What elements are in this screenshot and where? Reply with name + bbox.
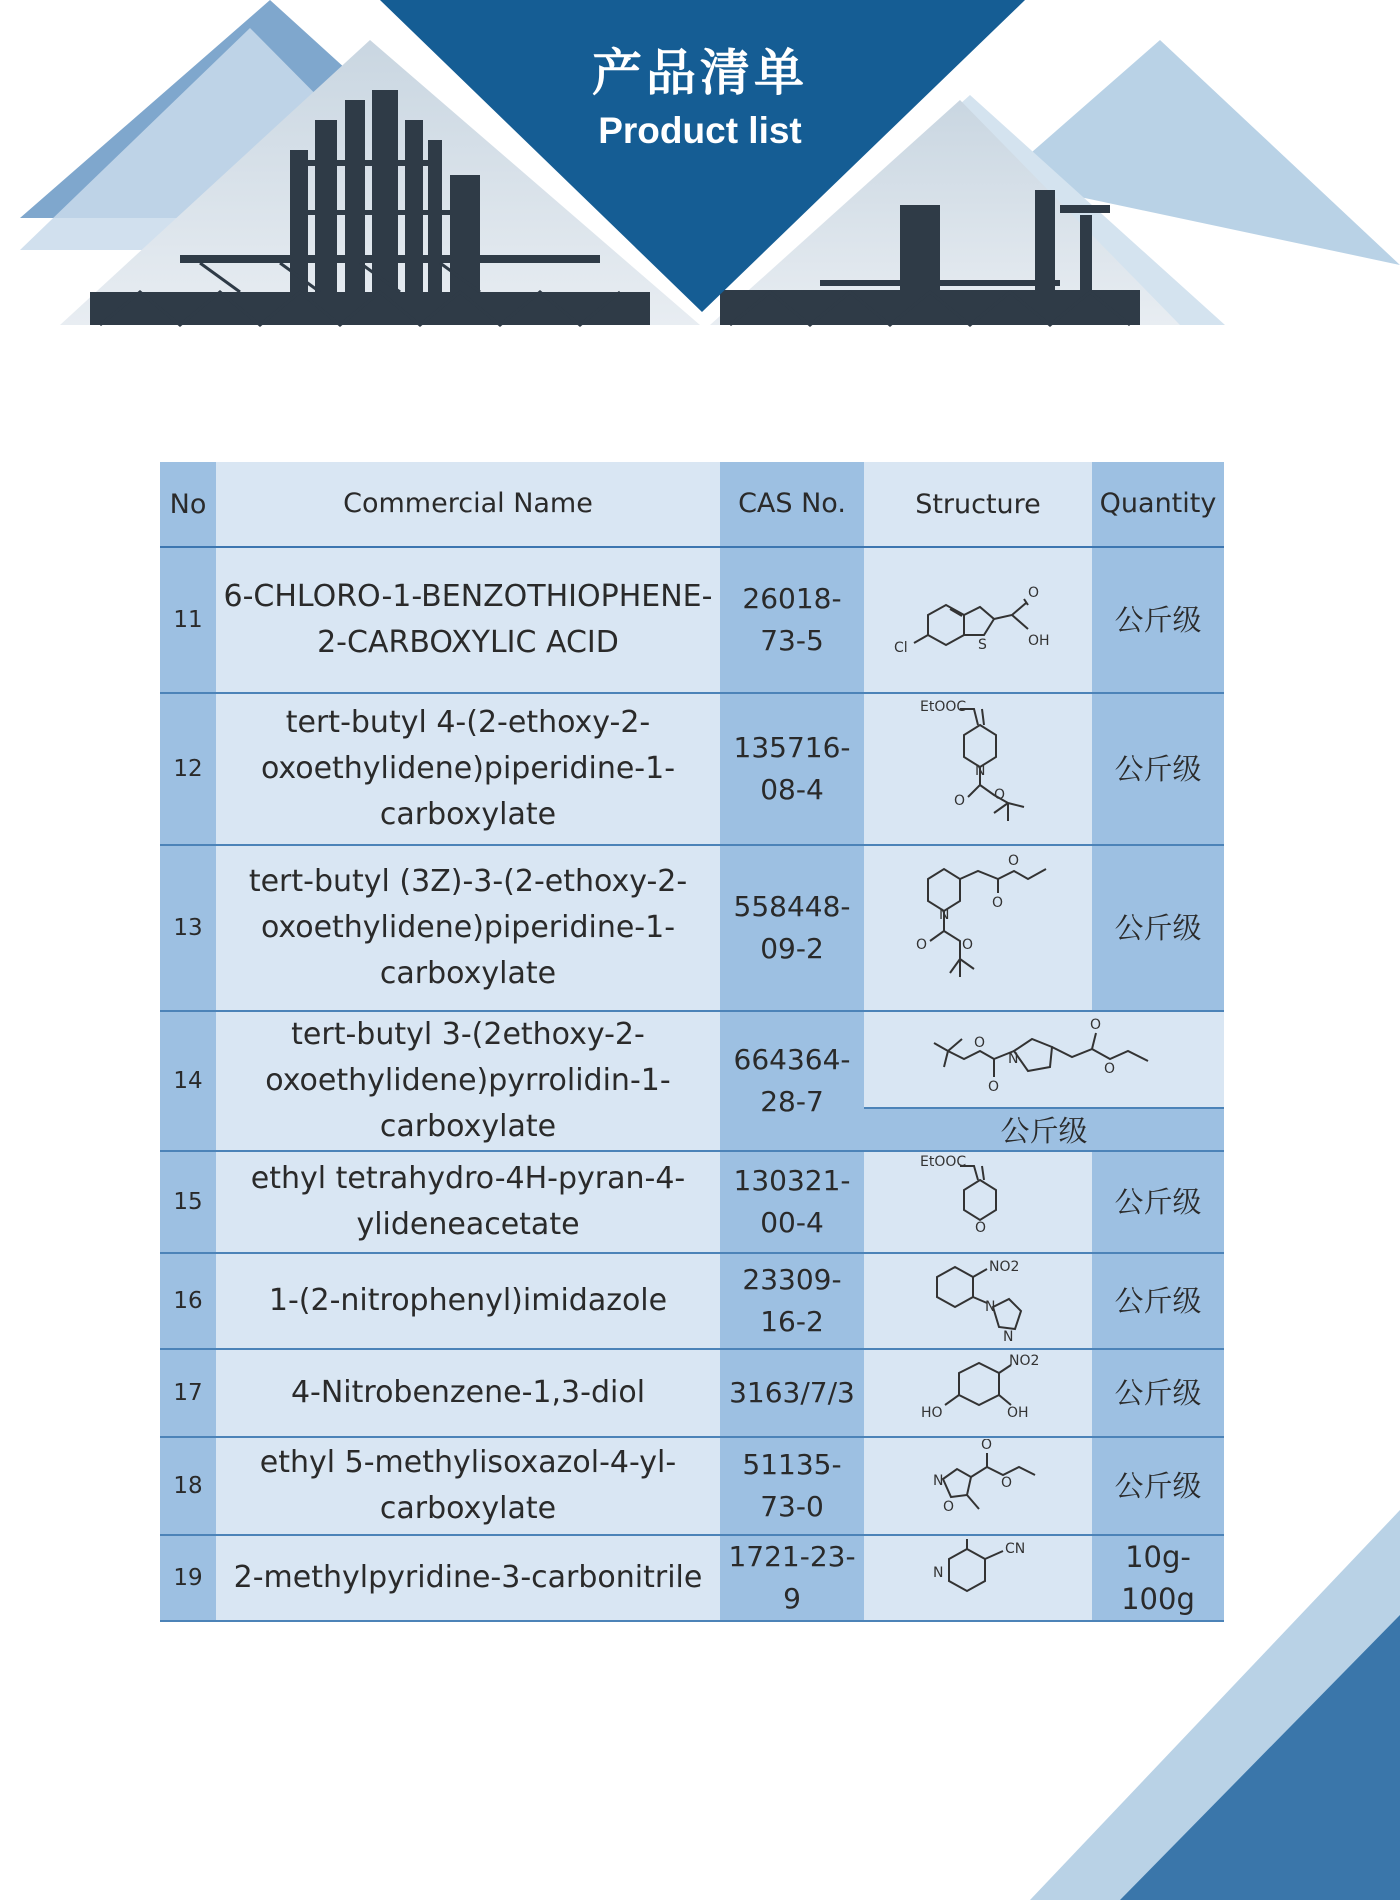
cas-number: 558448-09-2 bbox=[720, 845, 864, 1011]
svg-text:O: O bbox=[975, 1220, 987, 1236]
page-title-en: Product list bbox=[598, 110, 802, 151]
svg-text:O: O bbox=[974, 1035, 986, 1052]
cas-number: 135716-08-4 bbox=[720, 693, 864, 845]
title-block bbox=[520, 40, 880, 156]
svg-text:NO2: NO2 bbox=[989, 1259, 1020, 1275]
structure-diagram bbox=[903, 1439, 1053, 1533]
svg-text:O: O bbox=[954, 793, 966, 809]
svg-text:N: N bbox=[933, 1473, 944, 1489]
svg-text:N: N bbox=[933, 1565, 944, 1581]
quantity: 公斤级 bbox=[1092, 547, 1224, 693]
cas-number: 130321-00-4 bbox=[720, 1151, 864, 1253]
row-no: 14 bbox=[160, 1011, 216, 1151]
row-no: 16 bbox=[160, 1253, 216, 1349]
svg-text:N: N bbox=[1008, 1051, 1019, 1068]
structure-diagram bbox=[898, 695, 1058, 843]
row-no: 11 bbox=[160, 547, 216, 693]
quantity: 公斤级 bbox=[1092, 693, 1224, 845]
svg-text:O: O bbox=[994, 787, 1006, 803]
header-quantity: Quantity bbox=[1092, 462, 1224, 547]
svg-text:O: O bbox=[1008, 853, 1020, 869]
table-row bbox=[160, 845, 1224, 1011]
row-no: 18 bbox=[160, 1437, 216, 1535]
svg-text:CN: CN bbox=[1005, 1541, 1026, 1557]
svg-text:OH: OH bbox=[1007, 1405, 1029, 1421]
structure-diagram bbox=[898, 1152, 1058, 1252]
quantity: 公斤级 bbox=[1092, 845, 1224, 1011]
quantity: 公斤级 bbox=[1092, 1151, 1224, 1253]
cas-number: 51135-73-0 bbox=[720, 1437, 864, 1535]
structure-cell bbox=[864, 693, 1092, 845]
svg-text:NO2: NO2 bbox=[1009, 1353, 1040, 1369]
cas-number: 26018-73-5 bbox=[720, 547, 864, 693]
structure-diagram bbox=[888, 849, 1068, 1007]
cas-number: 664364-28-7 bbox=[720, 1011, 864, 1151]
svg-text:Cl: Cl bbox=[894, 640, 908, 656]
svg-text:O: O bbox=[1090, 1017, 1102, 1034]
header-cas-no: CAS No. bbox=[720, 462, 864, 547]
row-no: 17 bbox=[160, 1349, 216, 1437]
structure-cell bbox=[864, 1011, 1224, 1108]
commercial-name: 4-Nitrobenzene-1,3-diol bbox=[216, 1349, 720, 1437]
commercial-name: tert-butyl 3-(2ethoxy-2-oxoethylidene)pyrrolidin-1-carboxylate bbox=[216, 1011, 720, 1151]
commercial-name: 1-(2-nitrophenyl)imidazole bbox=[216, 1253, 720, 1349]
row-no: 19 bbox=[160, 1535, 216, 1621]
row-no: 13 bbox=[160, 845, 216, 1011]
table-row bbox=[160, 1151, 1224, 1253]
header-commercial-name: Commercial Name bbox=[216, 462, 720, 547]
svg-text:O: O bbox=[981, 1439, 993, 1453]
structure-cell bbox=[864, 1437, 1092, 1535]
svg-text:O: O bbox=[1028, 585, 1040, 601]
quantity: 10g-100g bbox=[1092, 1535, 1224, 1621]
table-row bbox=[160, 1535, 1224, 1621]
svg-text:O: O bbox=[988, 1079, 1000, 1096]
structure-cell bbox=[864, 1151, 1092, 1253]
svg-text:N: N bbox=[1003, 1329, 1014, 1345]
svg-text:O: O bbox=[1104, 1061, 1116, 1078]
cas-number: 3163/7/3 bbox=[720, 1349, 864, 1437]
table-row bbox=[160, 1253, 1224, 1349]
structure-cell bbox=[864, 1349, 1092, 1437]
svg-text:EtOOC: EtOOC bbox=[920, 1154, 967, 1170]
cas-number: 1721-23-9 bbox=[720, 1535, 864, 1621]
structure-diagram bbox=[903, 1537, 1053, 1619]
table-row bbox=[160, 693, 1224, 845]
table-row bbox=[160, 547, 1224, 693]
svg-text:EtOOC: EtOOC bbox=[920, 699, 967, 715]
structure-cell bbox=[864, 547, 1092, 693]
svg-text:N: N bbox=[985, 1299, 996, 1315]
structure-diagram bbox=[903, 1255, 1053, 1347]
cas-number: 23309-16-2 bbox=[720, 1253, 864, 1349]
structure-cell bbox=[864, 845, 1092, 1011]
header-no: No bbox=[160, 462, 216, 547]
header-structure: Structure bbox=[864, 462, 1092, 547]
commercial-name: 2-methylpyridine-3-carbonitrile bbox=[216, 1535, 720, 1621]
svg-text:O: O bbox=[992, 895, 1004, 911]
commercial-name: tert-butyl (3Z)-3-(2-ethoxy-2-oxoethylidene)piperidine-1-carboxylate bbox=[216, 845, 720, 1011]
svg-text:N: N bbox=[975, 763, 986, 779]
quantity: 公斤级 bbox=[1092, 1437, 1224, 1535]
commercial-name: 6-CHLORO-1-BENZOTHIOPHENE-2-CARBOXYLIC ACID bbox=[216, 547, 720, 693]
quantity: 公斤级 bbox=[864, 1108, 1224, 1151]
structure-diagram bbox=[914, 1015, 1174, 1103]
svg-text:O: O bbox=[1001, 1475, 1013, 1491]
svg-text:HO: HO bbox=[921, 1405, 943, 1421]
svg-text:N: N bbox=[939, 907, 950, 923]
table-header-row bbox=[160, 462, 1224, 547]
table-row bbox=[160, 1011, 1224, 1108]
structure-diagram bbox=[903, 1351, 1053, 1435]
table-row bbox=[160, 1437, 1224, 1535]
svg-text:O: O bbox=[916, 937, 928, 953]
header-banner bbox=[0, 0, 1400, 330]
quantity: 公斤级 bbox=[1092, 1349, 1224, 1437]
quantity: 公斤级 bbox=[1092, 1253, 1224, 1349]
svg-text:O: O bbox=[943, 1499, 955, 1515]
svg-text:S: S bbox=[978, 637, 987, 653]
svg-text:O: O bbox=[962, 937, 974, 953]
structure-cell bbox=[864, 1253, 1092, 1349]
table-row bbox=[160, 1349, 1224, 1437]
row-no: 12 bbox=[160, 693, 216, 845]
product-table bbox=[160, 462, 1224, 1622]
svg-text:OH: OH bbox=[1028, 633, 1050, 649]
row-no: 15 bbox=[160, 1151, 216, 1253]
commercial-name: ethyl 5-methylisoxazol-4-yl-carboxylate bbox=[216, 1437, 720, 1535]
structure-diagram bbox=[878, 575, 1078, 665]
page-title-cn: 产品清单 bbox=[592, 44, 808, 102]
commercial-name: ethyl tetrahydro-4H-pyran-4-ylideneacetate bbox=[216, 1151, 720, 1253]
structure-cell bbox=[864, 1535, 1092, 1621]
commercial-name: tert-butyl 4-(2-ethoxy-2-oxoethylidene)piperidine-1-carboxylate bbox=[216, 693, 720, 845]
